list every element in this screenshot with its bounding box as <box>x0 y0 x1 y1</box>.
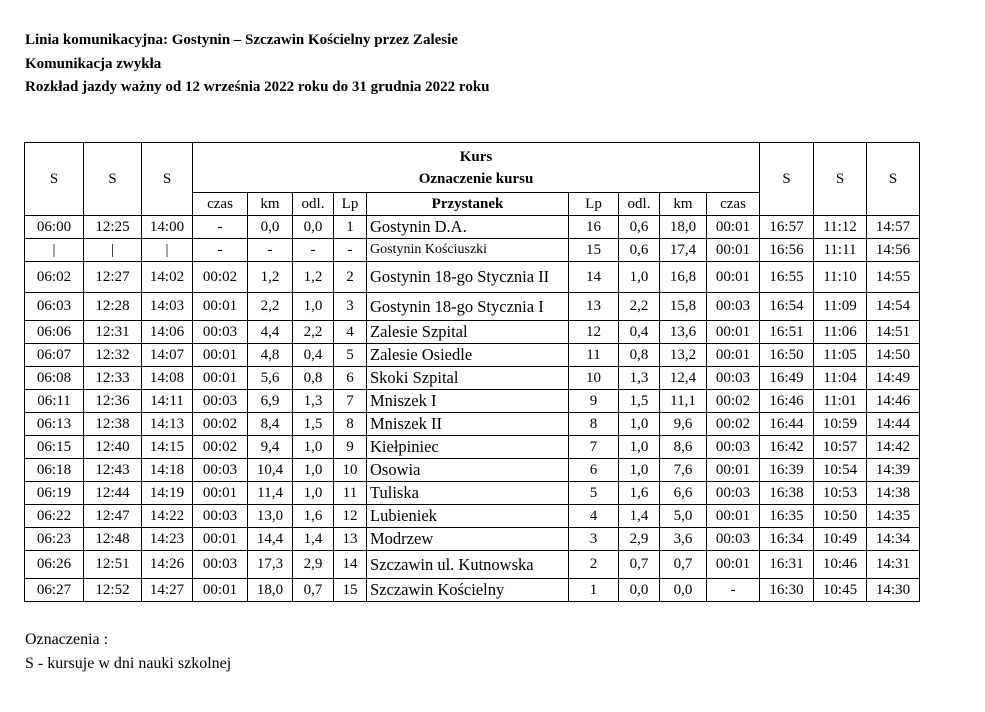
cell-odl-return: 0,6 <box>619 216 660 239</box>
cell-czas: 00:01 <box>193 528 248 551</box>
cell-km-return: 16,8 <box>660 262 707 293</box>
time-out-3: 14:26 <box>142 551 193 579</box>
cell-odl: 1,2 <box>293 262 334 293</box>
cell-km: 9,4 <box>248 436 293 459</box>
time-out-1: 06:23 <box>25 528 84 551</box>
time-out-2: 12:32 <box>84 344 142 367</box>
cell-czas: 00:03 <box>193 321 248 344</box>
cell-odl: 0,4 <box>293 344 334 367</box>
cell-odl-return: 2,9 <box>619 528 660 551</box>
stop-name: Mniszek II <box>367 413 569 436</box>
cell-odl-return: 1,0 <box>619 413 660 436</box>
time-back-2: 11:05 <box>814 344 867 367</box>
time-out-2: 12:38 <box>84 413 142 436</box>
time-back-1: 16:57 <box>760 216 814 239</box>
cell-odl: 1,0 <box>293 436 334 459</box>
cell-czas: 00:03 <box>193 459 248 482</box>
time-out-3: 14:13 <box>142 413 193 436</box>
table-row <box>25 262 920 293</box>
cell-km: 8,4 <box>248 413 293 436</box>
time-back-2: 11:01 <box>814 390 867 413</box>
time-back-2: 10:53 <box>814 482 867 505</box>
time-back-3: 14:51 <box>867 321 920 344</box>
stop-name: Gostynin D.A. <box>367 216 569 239</box>
time-out-1: 06:06 <box>25 321 84 344</box>
time-out-3: 14:23 <box>142 528 193 551</box>
time-back-1: 16:35 <box>760 505 814 528</box>
cell-czas-return: 00:01 <box>707 239 760 262</box>
cell-km-return: 15,8 <box>660 293 707 321</box>
time-out-1: 06:19 <box>25 482 84 505</box>
time-back-1: 16:56 <box>760 239 814 262</box>
stop-name: Szczawin Kościelny <box>367 579 569 602</box>
cell-lp-return: 14 <box>569 262 619 293</box>
cell-odl: 1,0 <box>293 459 334 482</box>
cell-km-return: 9,6 <box>660 413 707 436</box>
cell-km: 10,4 <box>248 459 293 482</box>
time-out-1: 06:03 <box>25 293 84 321</box>
cell-czas-return: 00:01 <box>707 551 760 579</box>
time-back-1: 16:31 <box>760 551 814 579</box>
legend-s: S - kursuje w dni nauki szkolnej <box>25 655 232 672</box>
cell-lp: 8 <box>334 413 367 436</box>
table-row <box>25 344 920 367</box>
course-s-header: S <box>760 143 814 216</box>
cell-lp-return: 13 <box>569 293 619 321</box>
time-back-2: 11:06 <box>814 321 867 344</box>
time-out-2: 12:31 <box>84 321 142 344</box>
kurs-label: Kurs <box>459 148 493 165</box>
cell-lp-return: 3 <box>569 528 619 551</box>
table-row <box>25 390 920 413</box>
time-out-2: 12:27 <box>84 262 142 293</box>
cell-odl: 0,0 <box>293 216 334 239</box>
cell-odl-return: 1,0 <box>619 436 660 459</box>
stop-name: Lubieniek <box>367 505 569 528</box>
cell-czas-return: 00:03 <box>707 367 760 390</box>
stop-name: Gostynin 18-go Stycznia I <box>367 293 569 321</box>
cell-czas: 00:02 <box>193 413 248 436</box>
time-out-3: 14:27 <box>142 579 193 602</box>
table-row <box>25 216 920 239</box>
time-back-1: 16:54 <box>760 293 814 321</box>
time-out-1: 06:18 <box>25 459 84 482</box>
cell-lp-return: 2 <box>569 551 619 579</box>
cell-odl: 2,2 <box>293 321 334 344</box>
cell-lp-return: 15 <box>569 239 619 262</box>
time-back-3: 14:46 <box>867 390 920 413</box>
time-out-2: 12:48 <box>84 528 142 551</box>
stop-name: Gostynin 18-go Stycznia II <box>367 262 569 293</box>
document-header <box>25 29 490 100</box>
cell-odl-return: 0,4 <box>619 321 660 344</box>
cell-czas-return: 00:03 <box>707 528 760 551</box>
time-out-2: 12:25 <box>84 216 142 239</box>
cell-km-return: 7,6 <box>660 459 707 482</box>
time-back-3: 14:50 <box>867 344 920 367</box>
stop-name: Kiełpiniec <box>367 436 569 459</box>
timetable-body <box>25 216 920 602</box>
col-odl: odl. <box>293 193 334 216</box>
time-out-2: 12:52 <box>84 579 142 602</box>
col-odl-return: odl. <box>619 193 660 216</box>
time-out-2: 12:36 <box>84 390 142 413</box>
time-out-1: 06:15 <box>25 436 84 459</box>
cell-czas: 00:01 <box>193 344 248 367</box>
time-out-3: 14:06 <box>142 321 193 344</box>
cell-lp-return: 7 <box>569 436 619 459</box>
time-back-2: 10:49 <box>814 528 867 551</box>
cell-km: 13,0 <box>248 505 293 528</box>
cell-lp: 6 <box>334 367 367 390</box>
time-out-1: 06:07 <box>25 344 84 367</box>
time-out-2: 12:47 <box>84 505 142 528</box>
stop-name: Szczawin ul. Kutnowska <box>367 551 569 579</box>
cell-km-return: 0,0 <box>660 579 707 602</box>
col-km-return: km <box>660 193 707 216</box>
time-back-3: 14:39 <box>867 459 920 482</box>
time-back-2: 11:04 <box>814 367 867 390</box>
cell-odl-return: 0,7 <box>619 551 660 579</box>
cell-km: 0,0 <box>248 216 293 239</box>
cell-lp-return: 5 <box>569 482 619 505</box>
cell-km-return: 6,6 <box>660 482 707 505</box>
cell-czas-return: 00:02 <box>707 413 760 436</box>
col-km: km <box>248 193 293 216</box>
table-row <box>25 459 920 482</box>
time-back-3: 14:34 <box>867 528 920 551</box>
cell-odl-return: 1,4 <box>619 505 660 528</box>
cell-odl-return: 0,0 <box>619 579 660 602</box>
time-out-1: 06:26 <box>25 551 84 579</box>
time-out-2: 12:28 <box>84 293 142 321</box>
cell-czas: 00:03 <box>193 390 248 413</box>
time-out-3: | <box>142 239 193 262</box>
time-back-3: 14:56 <box>867 239 920 262</box>
time-out-3: 14:18 <box>142 459 193 482</box>
cell-czas: - <box>193 239 248 262</box>
cell-czas-return: 00:01 <box>707 344 760 367</box>
cell-km: 11,4 <box>248 482 293 505</box>
table-row <box>25 505 920 528</box>
time-back-2: 10:46 <box>814 551 867 579</box>
cell-km: 4,8 <box>248 344 293 367</box>
cell-lp: 12 <box>334 505 367 528</box>
time-back-1: 16:50 <box>760 344 814 367</box>
stop-name: Mniszek I <box>367 390 569 413</box>
cell-odl: 2,9 <box>293 551 334 579</box>
cell-lp: 1 <box>334 216 367 239</box>
cell-km-return: 11,1 <box>660 390 707 413</box>
cell-czas: 00:03 <box>193 551 248 579</box>
validity-period: Rozkład jazdy ważny od 12 września 2022 roku do 31 grudnia 2022 roku <box>25 79 490 95</box>
time-back-1: 16:39 <box>760 459 814 482</box>
cell-km: 5,6 <box>248 367 293 390</box>
cell-odl-return: 2,2 <box>619 293 660 321</box>
cell-odl: 0,7 <box>293 579 334 602</box>
stop-name: Tuliska <box>367 482 569 505</box>
cell-odl-return: 1,5 <box>619 390 660 413</box>
time-out-3: 14:22 <box>142 505 193 528</box>
time-back-3: 14:31 <box>867 551 920 579</box>
course-s-header: S <box>867 143 920 216</box>
course-s-header: S <box>84 143 142 216</box>
time-back-1: 16:49 <box>760 367 814 390</box>
cell-odl-return: 1,0 <box>619 262 660 293</box>
time-out-3: 14:00 <box>142 216 193 239</box>
cell-odl-return: 1,6 <box>619 482 660 505</box>
cell-lp-return: 11 <box>569 344 619 367</box>
time-back-1: 16:44 <box>760 413 814 436</box>
time-back-2: 10:45 <box>814 579 867 602</box>
stop-name: Skoki Szpital <box>367 367 569 390</box>
cell-km: 1,2 <box>248 262 293 293</box>
cell-odl: 1,6 <box>293 505 334 528</box>
cell-czas: 00:02 <box>193 262 248 293</box>
time-out-2: 12:43 <box>84 459 142 482</box>
cell-lp: 3 <box>334 293 367 321</box>
cell-czas-return: 00:03 <box>707 436 760 459</box>
stop-name: Zalesie Osiedle <box>367 344 569 367</box>
cell-czas-return: 00:01 <box>707 216 760 239</box>
time-out-2: 12:51 <box>84 551 142 579</box>
cell-czas-return: 00:01 <box>707 262 760 293</box>
time-back-3: 14:57 <box>867 216 920 239</box>
time-back-2: 11:09 <box>814 293 867 321</box>
cell-czas: 00:02 <box>193 436 248 459</box>
cell-lp: 11 <box>334 482 367 505</box>
cell-odl: 1,3 <box>293 390 334 413</box>
time-back-3: 14:54 <box>867 293 920 321</box>
table-row <box>25 413 920 436</box>
time-out-3: 14:02 <box>142 262 193 293</box>
time-back-2: 11:11 <box>814 239 867 262</box>
cell-km: 4,4 <box>248 321 293 344</box>
cell-km-return: 3,6 <box>660 528 707 551</box>
cell-km-return: 8,6 <box>660 436 707 459</box>
time-back-3: 14:49 <box>867 367 920 390</box>
col-czas: czas <box>193 193 248 216</box>
time-back-1: 16:55 <box>760 262 814 293</box>
time-back-3: 14:38 <box>867 482 920 505</box>
time-out-3: 14:07 <box>142 344 193 367</box>
cell-odl: - <box>293 239 334 262</box>
time-out-1: 06:22 <box>25 505 84 528</box>
cell-odl-return: 0,8 <box>619 344 660 367</box>
table-row <box>25 321 920 344</box>
cell-km-return: 0,7 <box>660 551 707 579</box>
cell-lp-return: 4 <box>569 505 619 528</box>
time-out-3: 14:11 <box>142 390 193 413</box>
cell-lp: - <box>334 239 367 262</box>
cell-lp-return: 8 <box>569 413 619 436</box>
legend-title: Oznaczenia : <box>25 631 109 648</box>
table-row <box>25 579 920 602</box>
time-back-1: 16:51 <box>760 321 814 344</box>
time-back-2: 10:57 <box>814 436 867 459</box>
cell-km: 18,0 <box>248 579 293 602</box>
col-lp-return: Lp <box>569 193 619 216</box>
time-back-2: 10:59 <box>814 413 867 436</box>
cell-odl-return: 1,3 <box>619 367 660 390</box>
cell-lp-return: 16 <box>569 216 619 239</box>
time-back-1: 16:42 <box>760 436 814 459</box>
time-back-2: 11:12 <box>814 216 867 239</box>
time-out-1: 06:02 <box>25 262 84 293</box>
time-back-3: 14:55 <box>867 262 920 293</box>
cell-km-return: 12,4 <box>660 367 707 390</box>
oznaczenie-label: Oznaczenie kursu <box>418 170 534 187</box>
line-title: Linia komunikacyjna: Gostynin – Szczawin Kościelny przez Zalesie <box>25 32 458 48</box>
cell-lp: 13 <box>334 528 367 551</box>
table-row <box>25 293 920 321</box>
cell-km: - <box>248 239 293 262</box>
cell-lp-return: 9 <box>569 390 619 413</box>
time-back-1: 16:38 <box>760 482 814 505</box>
time-out-1: 06:27 <box>25 579 84 602</box>
time-out-3: 14:03 <box>142 293 193 321</box>
table-row <box>25 551 920 579</box>
cell-km-return: 18,0 <box>660 216 707 239</box>
cell-lp: 10 <box>334 459 367 482</box>
cell-odl: 1,0 <box>293 482 334 505</box>
cell-odl-return: 1,0 <box>619 459 660 482</box>
col-przystanek: Przystanek <box>367 193 569 216</box>
cell-czas: 00:01 <box>193 367 248 390</box>
cell-lp: 2 <box>334 262 367 293</box>
cell-czas: - <box>193 216 248 239</box>
time-out-3: 14:08 <box>142 367 193 390</box>
time-out-3: 14:19 <box>142 482 193 505</box>
cell-km-return: 5,0 <box>660 505 707 528</box>
stop-name: Zalesie Szpital <box>367 321 569 344</box>
service-type: Komunikacja zwykła <box>25 55 162 72</box>
time-out-1: 06:11 <box>25 390 84 413</box>
time-back-1: 16:34 <box>760 528 814 551</box>
cell-czas: 00:01 <box>193 579 248 602</box>
course-s-header: S <box>25 143 84 216</box>
cell-czas-return: 00:03 <box>707 293 760 321</box>
legend <box>25 628 231 676</box>
cell-km: 2,2 <box>248 293 293 321</box>
cell-km-return: 13,6 <box>660 321 707 344</box>
time-back-3: 14:35 <box>867 505 920 528</box>
cell-czas: 00:01 <box>193 482 248 505</box>
time-out-3: 14:15 <box>142 436 193 459</box>
cell-lp-return: 1 <box>569 579 619 602</box>
cell-km: 14,4 <box>248 528 293 551</box>
cell-czas-return: - <box>707 579 760 602</box>
cell-lp: 5 <box>334 344 367 367</box>
time-out-1: | <box>25 239 84 262</box>
time-back-2: 11:10 <box>814 262 867 293</box>
cell-czas: 00:03 <box>193 505 248 528</box>
cell-odl: 1,4 <box>293 528 334 551</box>
time-back-2: 10:54 <box>814 459 867 482</box>
cell-lp: 9 <box>334 436 367 459</box>
cell-lp: 15 <box>334 579 367 602</box>
table-row <box>25 367 920 390</box>
cell-czas-return: 00:01 <box>707 459 760 482</box>
col-czas-return: czas <box>707 193 760 216</box>
table-row <box>25 528 920 551</box>
cell-km-return: 17,4 <box>660 239 707 262</box>
stop-name: Gostynin Kościuszki <box>367 239 569 262</box>
cell-lp-return: 6 <box>569 459 619 482</box>
time-out-2: 12:33 <box>84 367 142 390</box>
time-back-2: 10:50 <box>814 505 867 528</box>
cell-odl: 1,5 <box>293 413 334 436</box>
time-back-3: 14:30 <box>867 579 920 602</box>
cell-czas-return: 00:02 <box>707 390 760 413</box>
table-row <box>25 482 920 505</box>
cell-odl-return: 0,6 <box>619 239 660 262</box>
time-back-1: 16:30 <box>760 579 814 602</box>
cell-czas-return: 00:01 <box>707 321 760 344</box>
time-out-1: 06:13 <box>25 413 84 436</box>
cell-lp: 7 <box>334 390 367 413</box>
table-row <box>25 436 920 459</box>
time-out-2: 12:40 <box>84 436 142 459</box>
stop-name: Modrzew <box>367 528 569 551</box>
time-back-3: 14:42 <box>867 436 920 459</box>
cell-czas-return: 00:03 <box>707 482 760 505</box>
cell-odl: 0,8 <box>293 367 334 390</box>
cell-czas: 00:01 <box>193 293 248 321</box>
cell-km-return: 13,2 <box>660 344 707 367</box>
cell-lp-return: 12 <box>569 321 619 344</box>
cell-odl: 1,0 <box>293 293 334 321</box>
kurs-header <box>193 143 760 193</box>
table-row <box>25 239 920 262</box>
cell-km: 6,9 <box>248 390 293 413</box>
time-out-1: 06:08 <box>25 367 84 390</box>
course-s-header: S <box>142 143 193 216</box>
timetable <box>24 142 920 602</box>
time-out-2: | <box>84 239 142 262</box>
cell-lp: 14 <box>334 551 367 579</box>
time-out-2: 12:44 <box>84 482 142 505</box>
time-back-1: 16:46 <box>760 390 814 413</box>
cell-lp-return: 10 <box>569 367 619 390</box>
course-s-header: S <box>814 143 867 216</box>
cell-km: 17,3 <box>248 551 293 579</box>
time-out-1: 06:00 <box>25 216 84 239</box>
cell-lp: 4 <box>334 321 367 344</box>
time-back-3: 14:44 <box>867 413 920 436</box>
cell-czas-return: 00:01 <box>707 505 760 528</box>
stop-name: Osowia <box>367 459 569 482</box>
col-lp: Lp <box>334 193 367 216</box>
